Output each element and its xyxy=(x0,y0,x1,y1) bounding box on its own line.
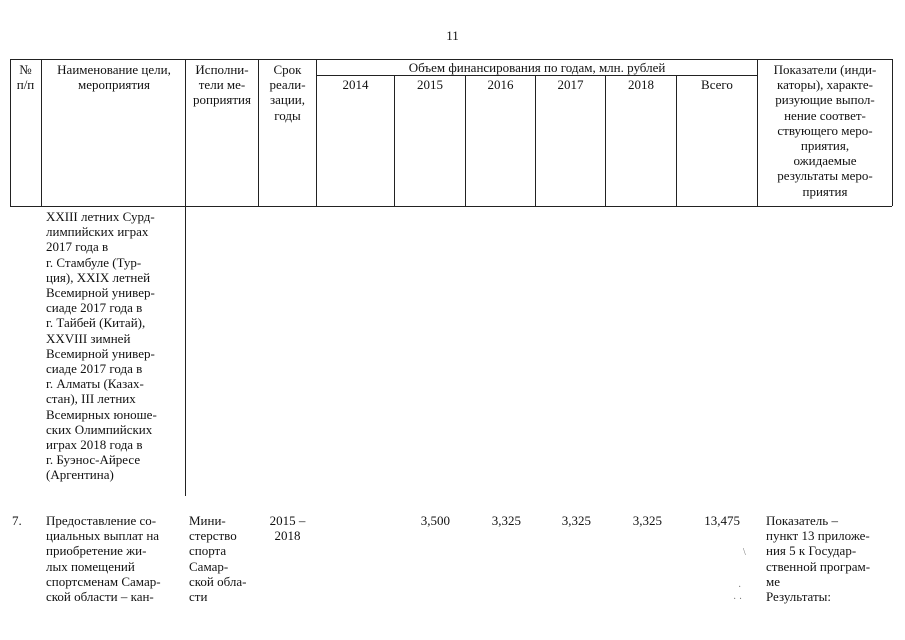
header-executors: Исполни- тели ме- роприятия xyxy=(192,62,251,108)
row-7-total: 13,475 xyxy=(704,513,740,528)
col-line-9 xyxy=(676,75,677,206)
row-7-num: 7. xyxy=(12,513,22,528)
header-term: Срок реали- зации, годы xyxy=(269,62,306,123)
scan-speck: \ xyxy=(743,547,746,558)
row-7-2018: 3,325 xyxy=(632,513,662,528)
header-year-2015: 2015 xyxy=(417,77,443,92)
col-line-7 xyxy=(535,75,536,206)
col-line-1 xyxy=(41,59,42,206)
header-year-2016: 2016 xyxy=(487,77,514,92)
col-line-6 xyxy=(465,75,466,206)
page-number: 11 xyxy=(446,28,459,43)
header-year-2014: 2014 xyxy=(342,77,369,92)
header-indicators: Показатели (инди- каторы), характе- ризующие выпол- нение соответ- ствующего меро- приятия, ожидаемые результаты меро- приятия xyxy=(773,62,877,199)
row-7-2017: 3,325 xyxy=(561,513,591,528)
header-name: Наименование цели, мероприятия xyxy=(57,62,171,93)
scan-speck: · · xyxy=(733,594,743,605)
header-funding-title: Объем финансирования по годам, млн. рублей xyxy=(408,60,666,75)
col-line-5 xyxy=(394,75,395,206)
row-continued-name: XXIII летних Сурд- лимпийских играх 2017 года в г. Стамбуле (Тур- ция), XXIX летней Всемирной универ- сиаде 2017 года в г. Тайбей (Китай), XXVIII зимней Всемирной универ- сиаде 2017 года в г. Алматы (Казах- стан), III летних Всемирных юноше- ских Олимпийских играх 2018 года в г. Буэнос-Айресе (Аргентина) xyxy=(46,209,157,483)
col-line-10 xyxy=(757,59,758,206)
col-line-2 xyxy=(185,59,186,496)
col-line-11 xyxy=(892,59,893,206)
row-7-name: Предоставление со- циальных выплат на приобретение жи- лых помещений спортсменам Самар- ской области – кан- xyxy=(46,513,161,605)
scan-speck: · xyxy=(738,582,742,593)
row-7-2015: 3,500 xyxy=(420,513,450,528)
header-total: Всего xyxy=(701,77,733,92)
row-7-2016: 3,325 xyxy=(491,513,521,528)
header-num: № п/п xyxy=(16,62,35,93)
row-7-indicators: Показатель – пункт 13 приложе- ния 5 к Государ- ственной програм- ме Результаты: xyxy=(766,513,871,605)
row-7-executors: Мини- стерство спорта Самар- ской обла- сти xyxy=(189,513,247,605)
header-year-2018: 2018 xyxy=(628,77,654,92)
row-7-term: 2015 – 2018 xyxy=(269,513,306,544)
header-bottom-border xyxy=(10,206,892,207)
header-year-2017: 2017 xyxy=(557,77,584,92)
col-line-8 xyxy=(605,75,606,206)
